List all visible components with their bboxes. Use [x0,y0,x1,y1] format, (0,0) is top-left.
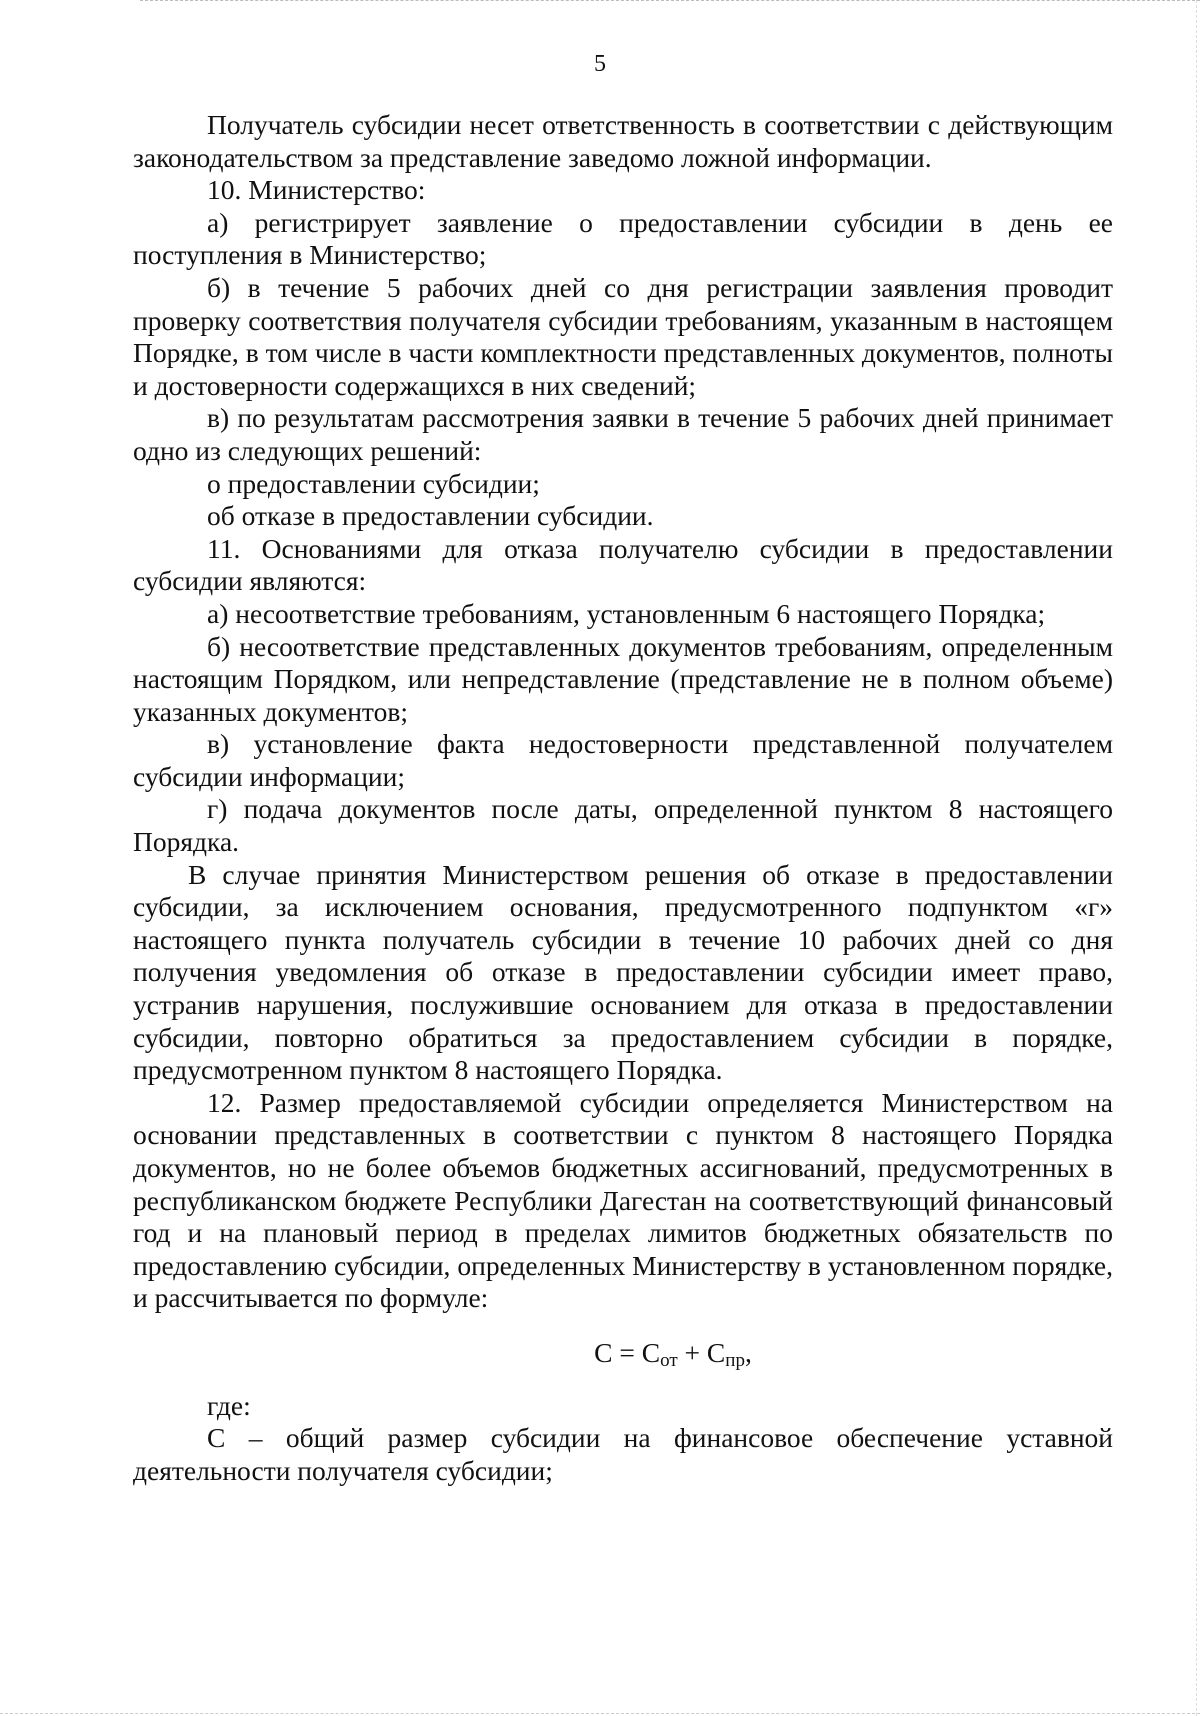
scan-edge-right [1196,0,1198,1716]
paragraph-10b: б) в течение 5 рабочих дней со дня регистрации заявления проводит проверку соответствия получателя субсидии требованиям, указанным в настоящем Порядке, в том числе в части комплектности представленных документов, полноты и достоверности содержащихся в них сведений; [133,271,1113,401]
paragraph-11v: в) установление факта недостоверности представленной получателем субсидии информации; [133,728,1113,792]
subsidy-formula [133,1337,1113,1378]
formula-plus: + С [677,1336,726,1368]
paragraph-10-heading: 10. Министерство: [207,174,426,206]
paragraph-10a: а) регистрирует заявление о предоставлении субсидии в день ее поступления в Министерство; [133,206,1113,271]
decision-option-grant: о предоставлении субсидии; [207,467,540,499]
paragraph-11-heading: 11. Основаниями для отказа получателю субсидии в предоставлении субсидии являются: [133,532,1113,597]
paragraph-liability: Получатель субсидии несет ответственность в соответствии с действующим законодательством за представление заведомо ложной информации. [133,109,1113,173]
paragraph-10v: в) по результатам рассмотрения заявки в течение 5 рабочих дней принимает одно из следующих решений: [133,402,1113,466]
formula-subscript-ot: от [660,1349,678,1371]
paragraph-12: 12. Размер предоставляемой субсидии определяется Министерством на основании представленных в соответствии с пунктом 8 настоящего Порядка документов, но не более объемов бюджетных ассигнований, предусмотренных в республиканском бюджете Республики Дагестан на соответствующий финансовый год и на плановый период в пределах лимитов бюджетных обязательств по предоставлению субсидии, определенных Министерству в установленном порядке, и рассчитывается по формуле: [133,1086,1113,1314]
decision-option-refuse: об отказе в предоставлении субсидии. [207,500,654,532]
paragraph-11b: б) несоответствие представленных документов требованиям, определенным настоящим Порядком, или непредставление (представление не в полном объеме) указанных документов; [133,630,1113,727]
document-body [133,109,1113,1487]
paragraph-refusal-case: В случае принятия Министерством решения об отказе в предоставлении субсидии, за исключением основания, предусмотренного подпунктом «г» настоящего пункта получатель субсидии в течение 10 рабочих дней со дня получения уведомления об отказе в предоставлении субсидии имеет право, устранив нарушения, послужившие основанием для отказа в предоставлении субсидии, повторно обратиться за предоставлением субсидии в порядке, предусмотренном пунктом 8 настоящего Порядка. [133,858,1113,1086]
paragraph-c-definition: С – общий размер субсидии на финансовое обеспечение уставной деятельности получателя субсидии; [133,1422,1113,1486]
formula-lhs: С = С [594,1336,661,1368]
formula-comma: , [744,1336,752,1368]
paragraph-11a: а) несоответствие требованиям, установленным 6 настоящего Порядка; [207,597,1046,629]
paragraph-11g: г) подача документов после даты, определенной пунктом 8 настоящего Порядка. [133,793,1113,858]
scan-edge-top [140,0,1200,2]
paragraph-where: где: [207,1389,251,1421]
formula-subscript-pr: пр [725,1349,745,1371]
scan-edge-bottom [0,1713,1200,1715]
page-number: 5 [594,51,606,77]
